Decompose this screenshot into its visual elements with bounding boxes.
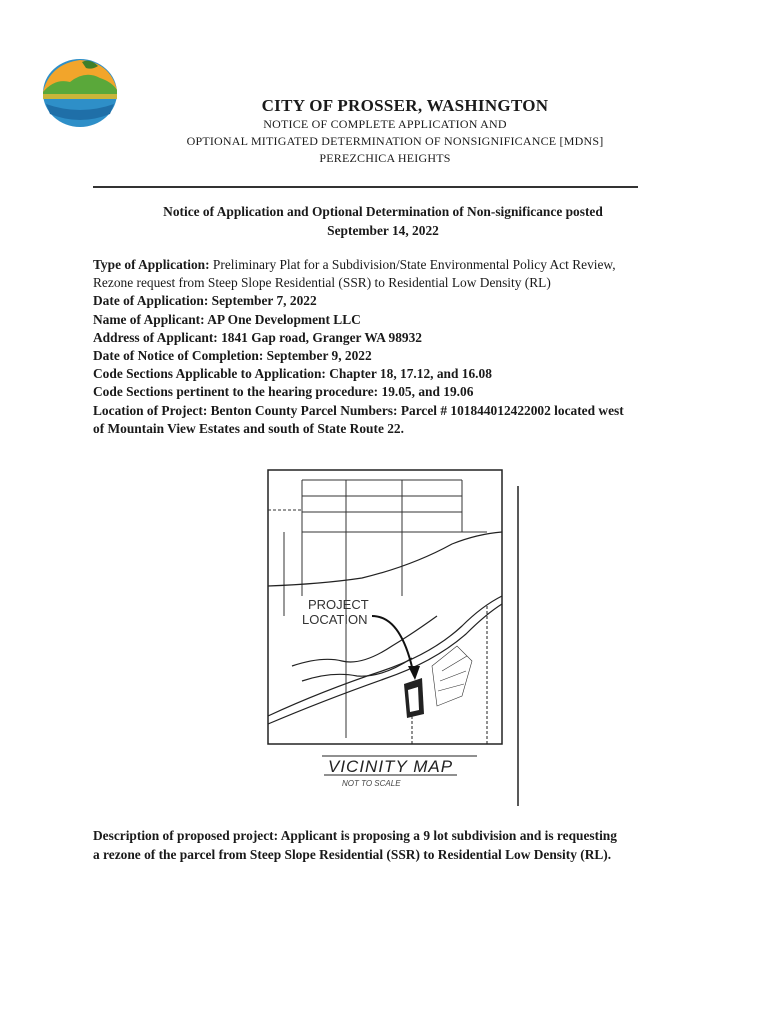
project-name: PEREZCHICA HEIGHTS (319, 151, 451, 165)
posted-line: Notice of Application and Optional Determination of Non-significance posted (163, 204, 603, 219)
project-description (93, 826, 703, 864)
project-location: Location of Project: Benton County Parcel Numbers: Parcel # 101844012422002 located west (93, 402, 624, 418)
notice-header (0, 96, 770, 167)
application-details (93, 256, 693, 438)
type-value: Preliminary Plat for a Subdivision/State Environmental Policy Act Review, (212, 257, 616, 272)
notice-subtitle-2: OPTIONAL MITIGATED DETERMINATION OF NONSIGNIFICANCE [MDNS] (186, 134, 604, 148)
applicant-address: Address of Applicant: 1841 Gap road, Granger WA 98932 (93, 329, 422, 345)
vicinity-map (262, 466, 524, 808)
city-title: CITY OF PROSSER, WASHINGTON (261, 96, 549, 115)
code-sections-applicable: Code Sections Applicable to Application: Chapter 18, 17.12, and 16.08 (93, 366, 492, 382)
type-of-application (93, 256, 693, 274)
posted-date: September 14, 2022 (327, 223, 439, 238)
type-value-cont: Rezone request from Steep Slope Residential (SSR) to Residential Low Density (RL) (93, 275, 551, 291)
map-project-label-1: PROJECT (308, 597, 369, 612)
date-of-completion: Date of Notice of Completion: September 9, 2022 (93, 348, 372, 364)
date-of-application: Date of Application: September 7, 2022 (93, 293, 317, 309)
vicinity-map-scale: NOT TO SCALE (342, 779, 401, 788)
map-project-label-2: LOCATION (302, 612, 368, 627)
code-sections-hearing: Code Sections pertinent to the hearing procedure: 19.05, and 19.06 (93, 384, 474, 400)
project-location-cont: of Mountain View Estates and south of State Route 22. (93, 420, 404, 436)
description-line-1: Description of proposed project: Applicant is proposing a 9 lot subdivision and is requesting (93, 828, 617, 843)
vicinity-map-title: VICINITY MAP (328, 757, 454, 776)
posted-notice (93, 202, 673, 240)
type-label: Type of Application: (93, 257, 210, 272)
notice-subtitle-1: NOTICE OF COMPLETE APPLICATION AND (263, 117, 507, 131)
description-line-2: a rezone of the parcel from Steep Slope Residential (SSR) to Residential Low Density (RL). (93, 847, 612, 862)
applicant-name: Name of Applicant: AP One Development LLC (93, 311, 361, 327)
header-divider (93, 186, 638, 188)
